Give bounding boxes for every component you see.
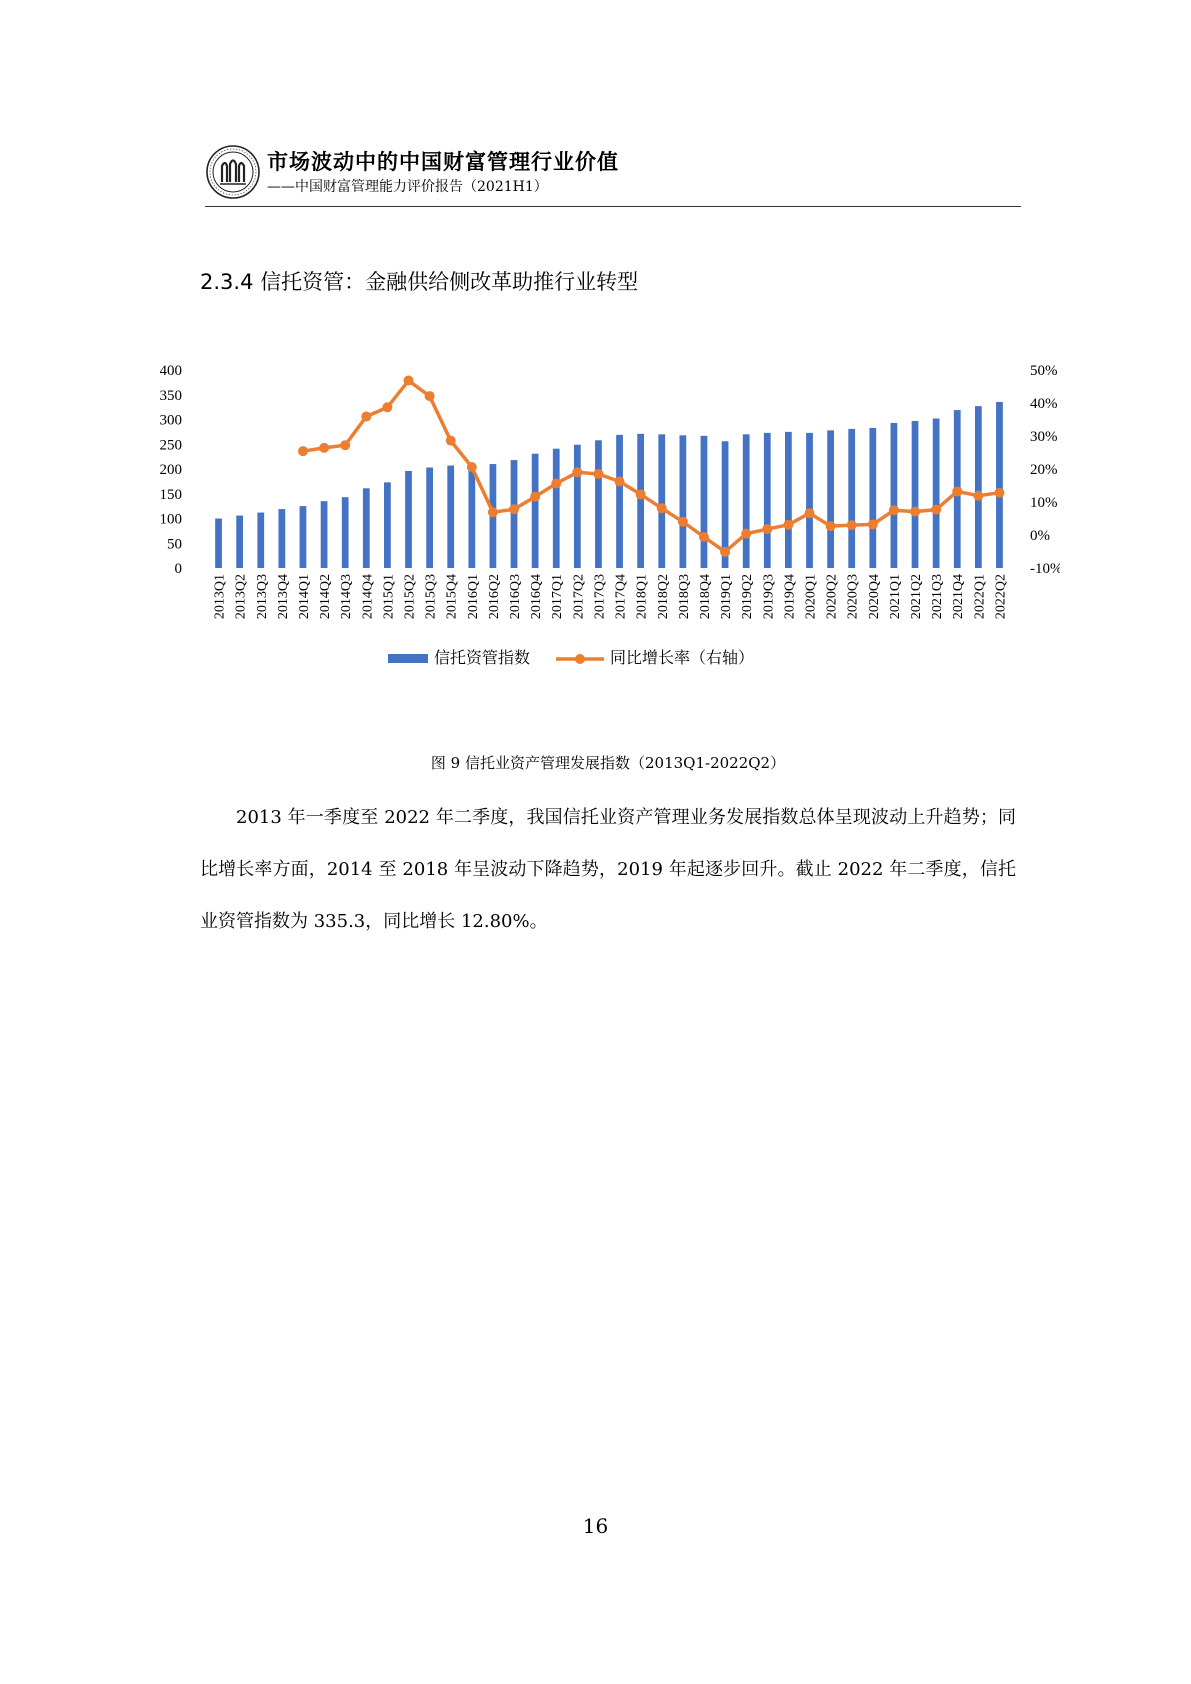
bar bbox=[426, 468, 433, 568]
x-tick-label: 2021Q3 bbox=[930, 574, 946, 620]
bar bbox=[933, 419, 940, 568]
bar bbox=[679, 435, 686, 568]
bar bbox=[278, 509, 285, 568]
bar bbox=[785, 432, 792, 568]
bar bbox=[257, 513, 264, 568]
growth-rate-point bbox=[488, 507, 498, 517]
header-subtitle: ——中国财富管理能力评价报告（2021H1） bbox=[267, 179, 548, 195]
x-tick-label: 2022Q1 bbox=[972, 574, 988, 620]
page-number: 16 bbox=[582, 1514, 609, 1538]
bar bbox=[658, 434, 665, 568]
growth-rate-point bbox=[741, 529, 751, 539]
x-tick-label: 2015Q2 bbox=[402, 574, 418, 620]
growth-rate-point bbox=[593, 469, 603, 479]
body-paragraph: 2013 年一季度至 2022 年二季度，我国信托业资产管理业务发展指数总体呈现波动上升趋势；同比增长率方面，2014 至 2018 年呈波动下降趋势，2019 年起逐步回升。截止 2022 年二季度，信托业资管指数为 335.3，同比增长 12.80%。 bbox=[200, 807, 1016, 932]
bar bbox=[869, 428, 876, 568]
x-tick-label: 2019Q4 bbox=[782, 574, 798, 620]
trust-index-chart bbox=[160, 358, 1060, 740]
x-tick-label: 2020Q2 bbox=[824, 574, 840, 620]
x-tick-label: 2013Q2 bbox=[233, 574, 249, 620]
growth-rate-point bbox=[720, 547, 730, 557]
x-tick-label: 2021Q1 bbox=[887, 574, 903, 620]
growth-rate-point bbox=[910, 507, 920, 517]
bar bbox=[912, 421, 919, 568]
growth-rate-point bbox=[783, 520, 793, 530]
x-tick-label: 2017Q3 bbox=[592, 574, 608, 620]
y-right-tick-label: 20% bbox=[1030, 462, 1058, 478]
growth-rate-point bbox=[678, 517, 688, 527]
x-tick-label: 2014Q2 bbox=[318, 574, 334, 620]
section-title: 2.3.4 信托资管：金融供给侧改革助推行业转型 bbox=[200, 270, 639, 294]
bar bbox=[532, 454, 539, 568]
growth-rate-point bbox=[762, 524, 772, 534]
growth-rate-point bbox=[404, 376, 414, 386]
y-left-tick-label: 50 bbox=[167, 536, 182, 553]
legend-bar-swatch bbox=[388, 654, 428, 663]
growth-rate-point bbox=[551, 479, 561, 489]
bar bbox=[300, 506, 307, 568]
y-right-tick-label: -10% bbox=[1030, 561, 1060, 577]
x-tick-label: 2013Q1 bbox=[212, 574, 228, 620]
bar bbox=[574, 445, 581, 568]
x-tick-label: 2020Q3 bbox=[845, 574, 861, 620]
y-left-tick-label: 400 bbox=[160, 363, 182, 379]
bar bbox=[806, 433, 813, 568]
y-right-tick-label: 10% bbox=[1030, 495, 1058, 511]
growth-rate-point bbox=[657, 503, 667, 513]
bar bbox=[996, 402, 1003, 568]
x-tick-label: 2020Q4 bbox=[866, 574, 882, 620]
bar bbox=[215, 519, 222, 569]
growth-rate-point bbox=[425, 391, 435, 401]
growth-rate-point bbox=[805, 508, 815, 518]
chart-canvas bbox=[160, 358, 1060, 740]
header-divider bbox=[205, 206, 1021, 207]
x-tick-label: 2014Q3 bbox=[339, 574, 355, 620]
x-tick-label: 2017Q2 bbox=[571, 574, 587, 620]
legend-line-marker bbox=[575, 654, 585, 664]
x-tick-label: 2019Q1 bbox=[719, 574, 735, 620]
bar bbox=[384, 482, 391, 568]
y-left-tick-label: 350 bbox=[160, 387, 182, 404]
y-left-tick-label: 150 bbox=[160, 486, 182, 503]
x-tick-label: 2016Q3 bbox=[508, 574, 524, 620]
x-tick-label: 2020Q1 bbox=[803, 574, 819, 620]
growth-rate-point bbox=[319, 443, 329, 453]
x-tick-label: 2022Q2 bbox=[993, 574, 1009, 620]
y-left-tick-label: 200 bbox=[160, 462, 182, 478]
growth-rate-point bbox=[615, 477, 625, 487]
x-tick-label: 2013Q3 bbox=[254, 574, 270, 620]
growth-rate-point bbox=[931, 505, 941, 515]
growth-rate-point bbox=[467, 462, 477, 472]
header-title: 市场波动中的中国财富管理行业价值 bbox=[267, 149, 619, 174]
figure-caption: 图 9 信托业资产管理发展指数（2013Q1-2022Q2） bbox=[430, 754, 786, 772]
growth-rate-point bbox=[868, 519, 878, 529]
bar bbox=[743, 434, 750, 568]
bar bbox=[468, 465, 475, 568]
growth-rate-point bbox=[298, 446, 308, 456]
page-header bbox=[205, 140, 1021, 208]
x-tick-label: 2021Q2 bbox=[909, 574, 925, 620]
growth-rate-point bbox=[636, 489, 646, 499]
x-tick-label: 2018Q2 bbox=[655, 574, 671, 620]
x-tick-label: 2013Q4 bbox=[275, 574, 291, 620]
y-right-tick-label: 30% bbox=[1030, 429, 1058, 445]
growth-rate-point bbox=[952, 486, 962, 496]
x-tick-label: 2017Q1 bbox=[550, 574, 566, 620]
bar bbox=[701, 436, 708, 568]
bar bbox=[342, 497, 349, 568]
growth-rate-point bbox=[889, 505, 899, 515]
x-tick-label: 2014Q4 bbox=[360, 574, 376, 620]
bar bbox=[595, 440, 602, 568]
bar bbox=[447, 466, 454, 568]
x-tick-label: 2015Q4 bbox=[444, 574, 460, 620]
x-tick-label: 2016Q4 bbox=[529, 574, 545, 620]
x-tick-label: 2014Q1 bbox=[296, 574, 312, 620]
bar bbox=[321, 501, 328, 568]
growth-rate-point bbox=[509, 504, 519, 514]
growth-rate-point bbox=[530, 492, 540, 502]
legend-bar-label: 信托资管指数 bbox=[434, 650, 531, 667]
bar bbox=[405, 471, 412, 568]
bar bbox=[236, 516, 243, 568]
growth-rate-point bbox=[361, 412, 371, 422]
x-tick-label: 2018Q3 bbox=[676, 574, 692, 620]
legend-line-label: 同比增长率（右轴） bbox=[610, 650, 755, 667]
growth-rate-point bbox=[340, 440, 350, 450]
y-right-tick-label: 40% bbox=[1030, 396, 1058, 412]
growth-rate-point bbox=[699, 532, 709, 542]
bar bbox=[827, 430, 834, 568]
growth-rate-point bbox=[382, 402, 392, 412]
bar bbox=[637, 434, 644, 568]
growth-rate-point bbox=[847, 520, 857, 530]
bar bbox=[553, 449, 560, 568]
bar bbox=[363, 488, 370, 568]
bar bbox=[764, 433, 771, 568]
y-left-tick-label: 0 bbox=[174, 561, 182, 577]
x-tick-label: 2017Q4 bbox=[613, 574, 629, 620]
bar bbox=[616, 435, 623, 568]
bar bbox=[848, 429, 855, 568]
x-tick-label: 2018Q4 bbox=[697, 574, 713, 620]
y-right-tick-label: 50% bbox=[1030, 363, 1058, 379]
y-right-tick-label: 0% bbox=[1030, 528, 1050, 544]
x-tick-label: 2018Q1 bbox=[634, 574, 650, 620]
x-tick-label: 2019Q3 bbox=[761, 574, 777, 620]
growth-rate-point bbox=[446, 436, 456, 446]
bar bbox=[975, 406, 982, 568]
x-tick-label: 2016Q2 bbox=[486, 574, 502, 620]
y-left-tick-label: 300 bbox=[160, 412, 182, 429]
bar bbox=[891, 423, 898, 568]
growth-rate-point bbox=[973, 491, 983, 501]
y-left-tick-label: 100 bbox=[160, 511, 182, 528]
x-tick-label: 2015Q3 bbox=[423, 574, 439, 620]
growth-rate-point bbox=[572, 467, 582, 477]
x-tick-label: 2021Q4 bbox=[951, 574, 967, 620]
x-tick-label: 2015Q1 bbox=[381, 574, 397, 620]
y-left-tick-label: 250 bbox=[160, 437, 182, 454]
growth-rate-point bbox=[994, 488, 1004, 498]
x-tick-label: 2016Q1 bbox=[465, 574, 481, 620]
growth-rate-point bbox=[826, 521, 836, 531]
x-tick-label: 2019Q2 bbox=[740, 574, 756, 620]
institution-seal-logo bbox=[205, 144, 261, 200]
